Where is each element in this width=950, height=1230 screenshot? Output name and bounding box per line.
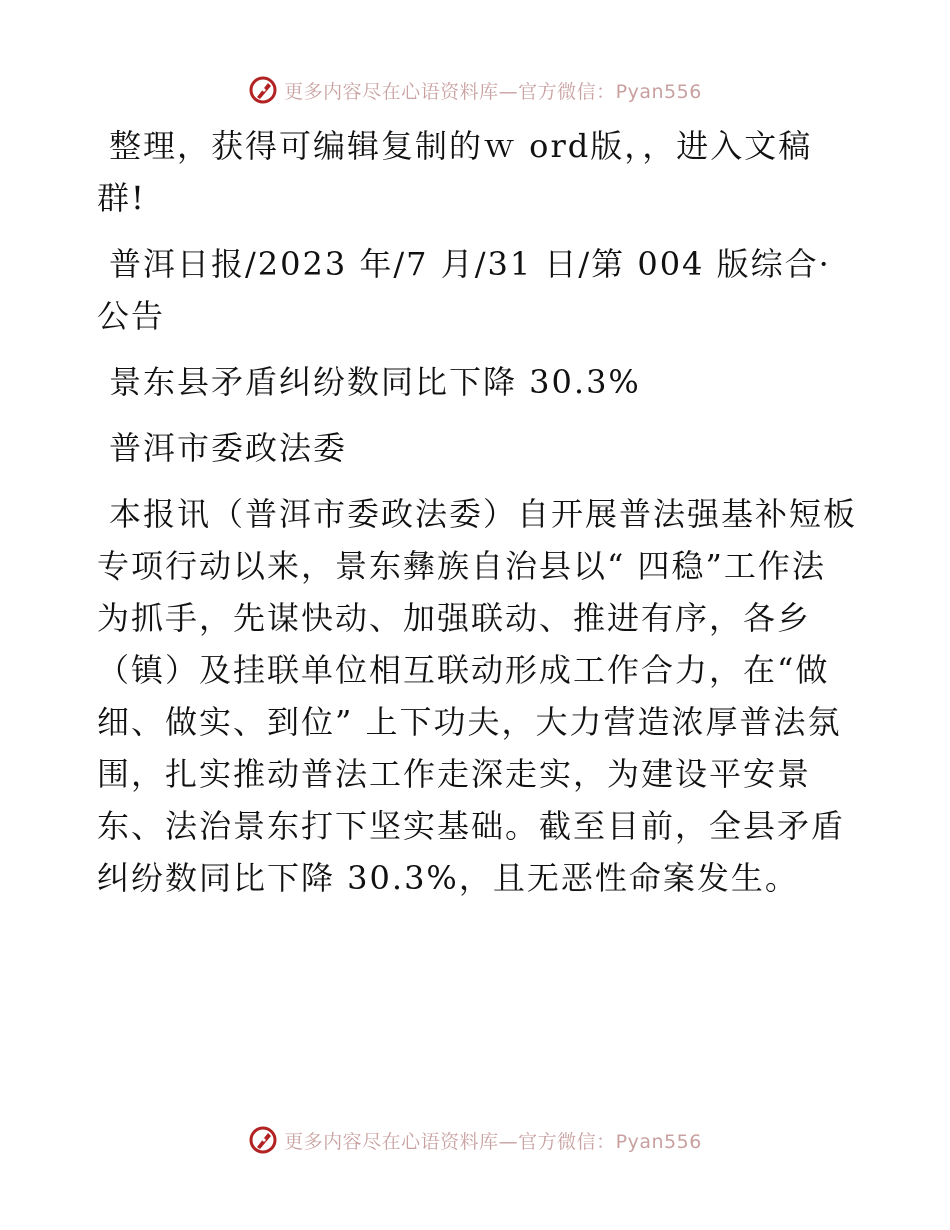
header-watermark [0, 70, 950, 110]
pen-nib-circle-icon [248, 75, 278, 105]
article-headline: 景东县矛盾纠纷数同比下降 30.3% [109, 363, 641, 401]
intro-paragraph: 整理，获得可编辑复制的ｗ ord版，，进入文稿群! [97, 127, 813, 217]
document-content [97, 120, 857, 918]
pen-nib-circle-icon [248, 1125, 278, 1155]
article-author: 普洱市委政法委 [109, 429, 348, 467]
footer-watermark [0, 1120, 950, 1160]
source-line: 普洱日报/2023 年/7 月/31 日/第 004 版综合·公告 [97, 245, 831, 335]
watermark-text: 更多内容尽在心语资料库—官方微信：Pyan556 [284, 80, 702, 103]
watermark-text: 更多内容尽在心语资料库—官方微信：Pyan556 [284, 1130, 702, 1153]
article-body: 本报讯（普洱市委政法委）自开展普法强基补短板专项行动以来，景东彝族自治县以“ 四稳”工作法为抓手，先谋快动、加强联动、推进有序，各乡（镇）及挂联单位相互联动形成工作合力，在“做细、做实、到位” 上下功夫，大力营造浓厚普法氛围，扎实推动普法工作走深走实，为建设平安景东、法治景东打下坚实基础。截至目前，全县矛盾纠纷数同比下降 30.3%，且无恶性命案发生。 [97, 495, 858, 897]
